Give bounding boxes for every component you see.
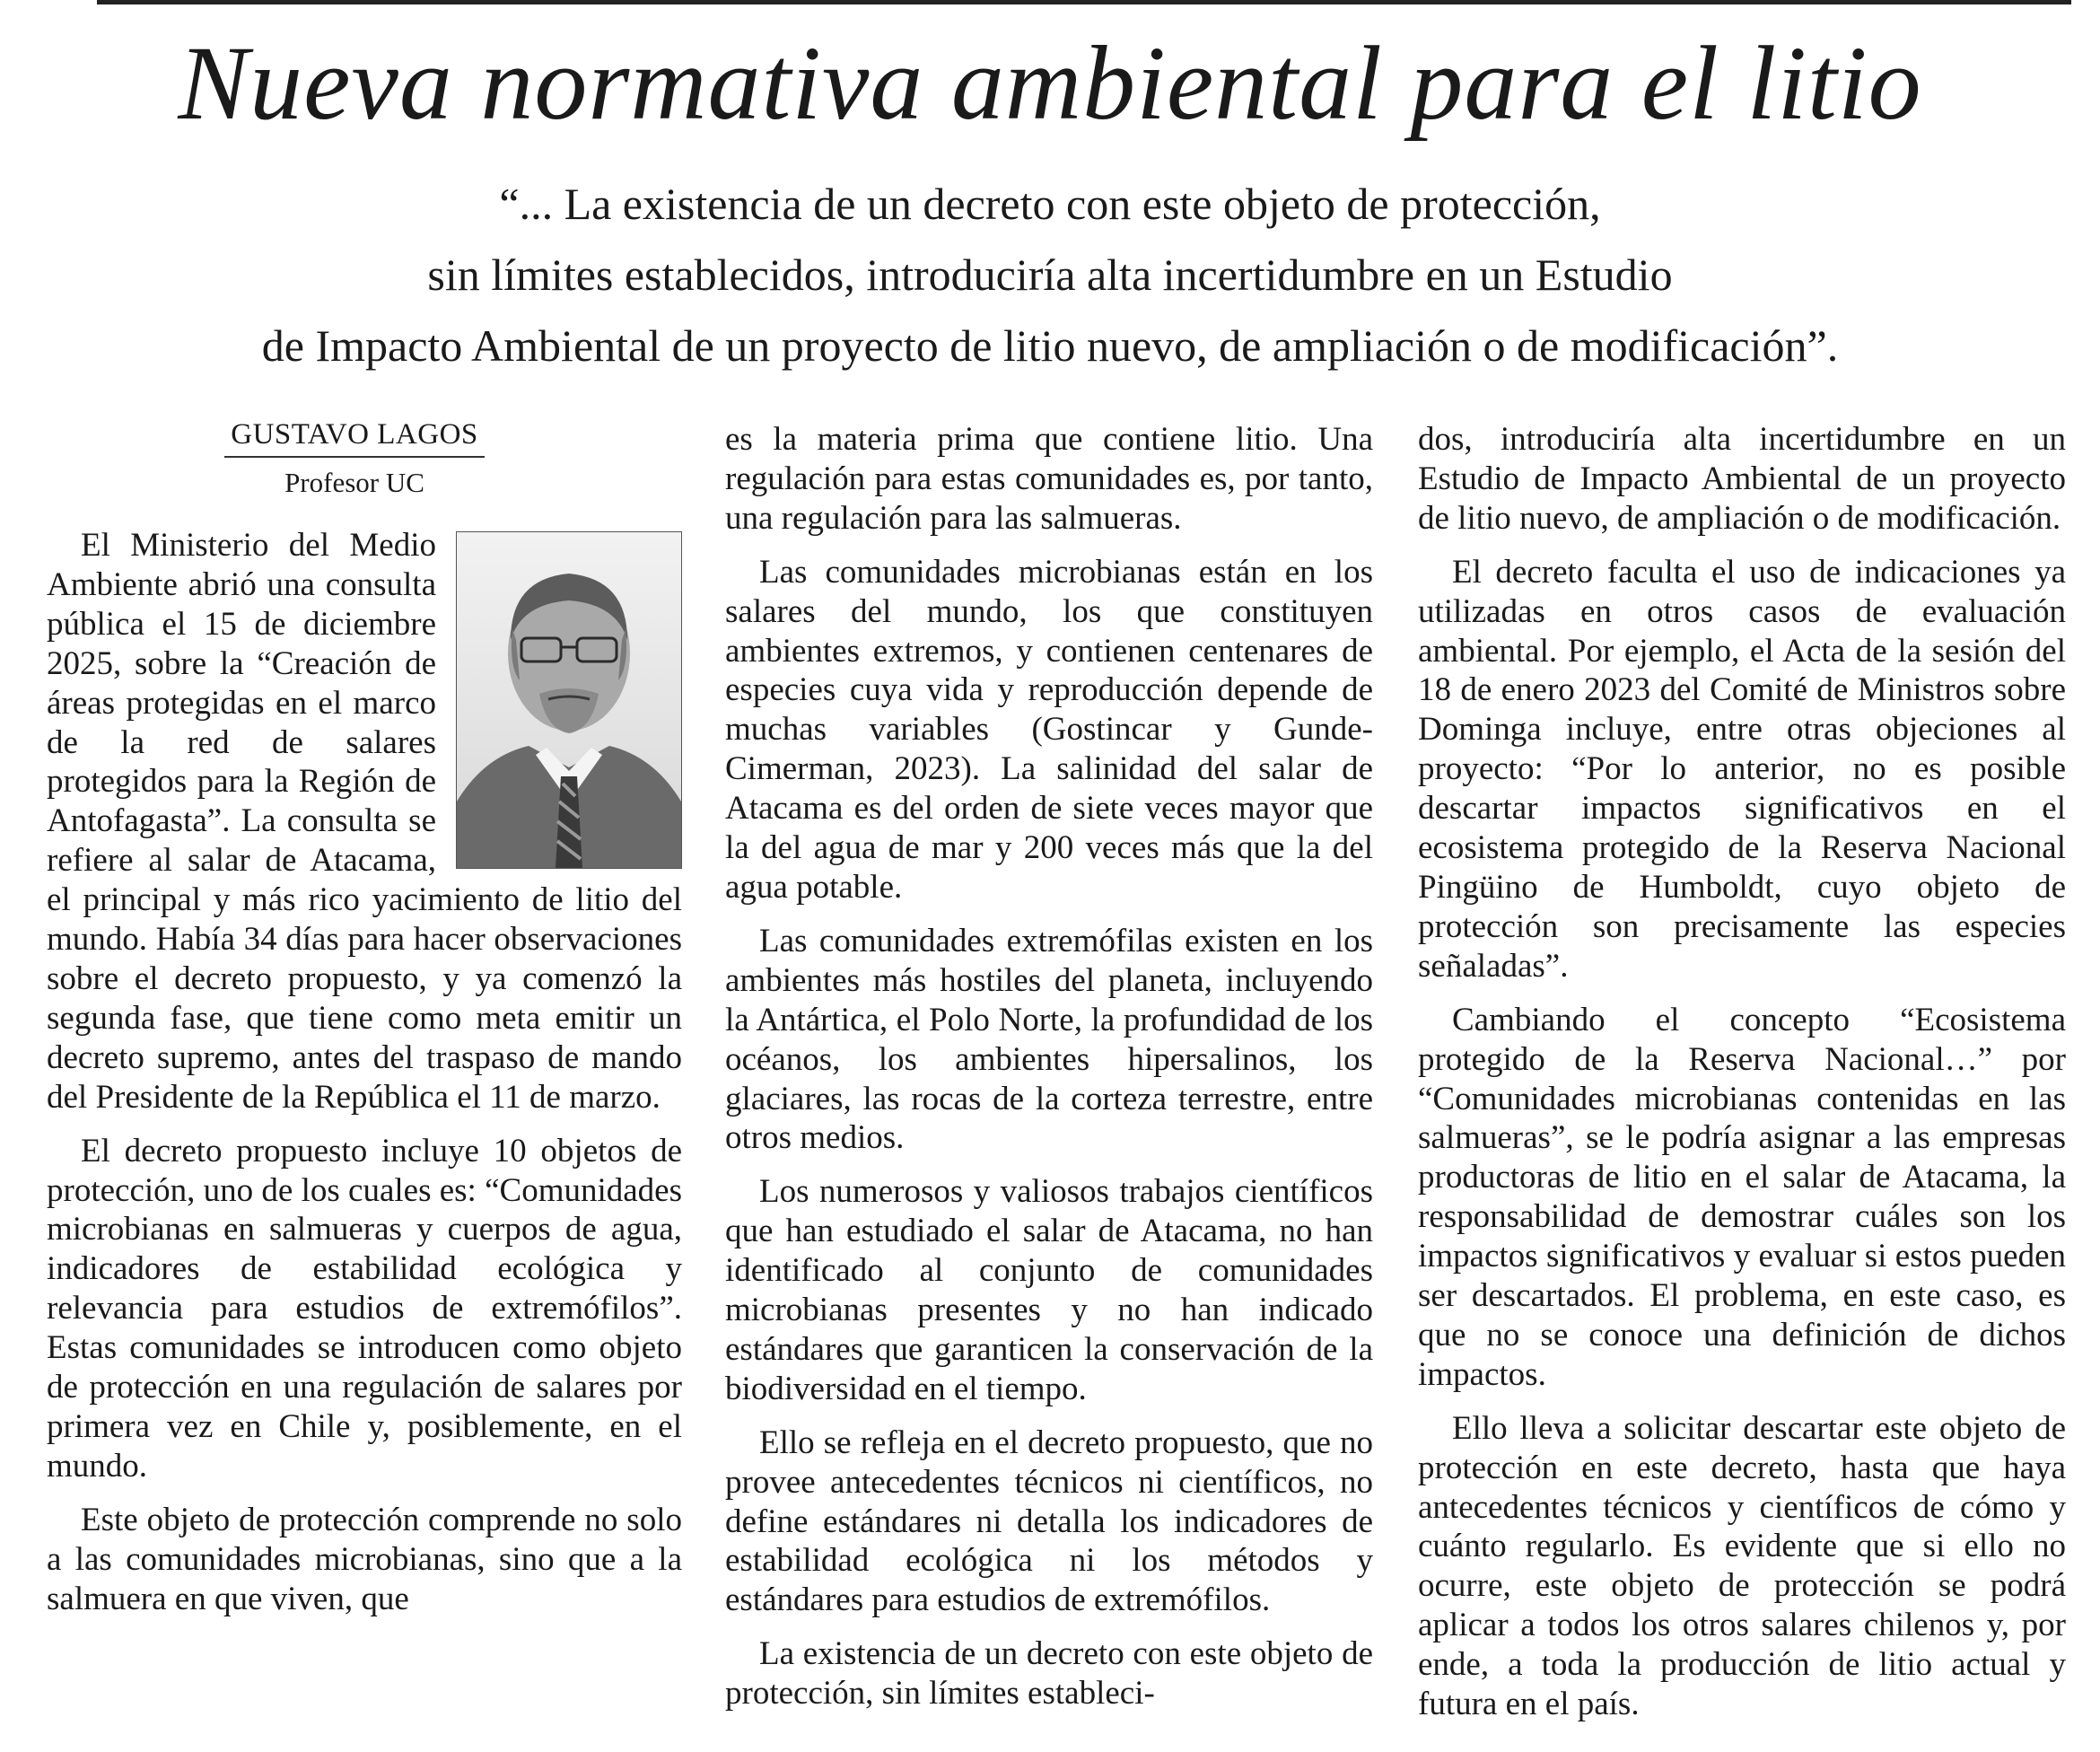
- paragraph: Ello lleva a solicitar descartar este objeto de protección en este decreto, hasta que haya antecedentes técnicos y científicos de cómo y cuánto regularlo. Es evidente que si ello no ocurre, este objeto de protección se podrá aplicar a todos los otros salares chilenos y, por ende, a toda la producción de litio actual y futura en el país.: [1418, 1409, 2066, 1723]
- author-portrait-image: [456, 531, 682, 869]
- paragraph: Cambiando el concepto “Ecosistema protegido de la Reserva Nacional…” por “Comunidades microbianas contenidas en las salmueras”, se le podría asignar a las empresas productoras de litio en el salar de Atacama, la responsabilidad de demostrar cuáles son los impactos significativos y evaluar si estos pueden ser descartados. El problema, en este caso, es que no se conoce una definición de dichos impactos.: [1418, 1001, 2066, 1393]
- portrait-icon: [457, 532, 681, 868]
- paragraph: Los numerosos y valiosos trabajos científicos que han estudiado el salar de Atacama, no han identificado al conjunto de comunidades microbianas presentes y no han indicado estándares que garanticen la conservación de la biodiversidad en el tiempo.: [725, 1173, 1373, 1407]
- paragraph: Las comunidades extremófilas existen en los ambientes más hostiles del planeta, incluyendo la Antártica, el Polo Norte, la profundidad de los océanos, los ambientes hipersalinos, los glaciares, las rocas de la corteza terrestre, entre otros medios.: [725, 922, 1373, 1157]
- paragraph: [47, 526, 682, 1117]
- top-rule: [97, 0, 2071, 4]
- author-role: Profesor UC: [284, 467, 424, 498]
- paragraph: Este objeto de protección comprende no solo a las comunidades microbianas, sino que a la salmuera en que viven, que: [47, 1501, 682, 1617]
- byline: [224, 415, 485, 508]
- article-column-1: [47, 415, 682, 1633]
- author-name: GUSTAVO LAGOS: [224, 415, 485, 458]
- paragraph: El decreto propuesto incluye 10 objetos de protección, uno de los cuales es: “Comunidades microbianas en salmueras y cuerpos de agua, indicadores de estabilidad ecológica y relevancia para estudios de extremófilos”. Estas comunidades se introducen como objeto de protección en una regulación de salares por primera vez en Chile y, posiblemente, en el mundo.: [47, 1132, 682, 1485]
- pull-quote-line: sin límites establecidos, introduciría alta incertidumbre en un Estudio: [427, 250, 1673, 300]
- paragraph-text: El Ministerio del Medio Ambiente abrió una consulta pública el 15 de diciembre 2025, sobre la “Creación de áreas protegidas en el marco de la red de salares protegidos para la Región de Antofagasta”. La consulta se refiere al salar de Atacama, el principal y más rico yacimiento de litio del mundo. Había 34 días para hacer observaciones sobre el decreto propuesto, y ya comenzó la segunda fase, que tiene como meta emitir un decreto supremo, antes del traspaso de mando del Presidente de la República el 11 de marzo.: [47, 527, 682, 1116]
- paragraph: El decreto faculta el uso de indicaciones ya utilizadas en otros casos de evaluación ambiental. Por ejemplo, el Acta de la sesión del 18 de enero 2023 del Comité de Ministros sobre Dominga incluye, entre otras objeciones al proyecto: “Por lo anterior, no es posible descartar impactos significativos en el ecosistema protegido de la Reserva Nacional Pingüino de Humboldt, cuyo objeto de protección son precisamente las especies señaladas”.: [1418, 553, 2066, 985]
- pull-quote-line: “... La existencia de un decreto con este objeto de protección,: [499, 179, 1601, 229]
- article-column-2: [725, 420, 1373, 1728]
- article-column-3: [1418, 420, 2066, 1739]
- paragraph: La existencia de un decreto con este objeto de protección, sin límites estableci-: [725, 1635, 1373, 1713]
- headline: Nueva normativa ambiental para el litio: [178, 24, 1922, 142]
- paragraph: Las comunidades microbianas están en los salares del mundo, los que constituyen ambientes extremos, y contienen centenares de especies cuya vida y reproducción depende de muchas variables (Gostincar y Gunde-Cimerman, 2023). La salinidad del salar de Atacama es del orden de siete veces mayor que la del agua de mar y 200 veces más que la del agua potable.: [725, 553, 1373, 906]
- pull-quote-line: de Impacto Ambiental de un proyecto de litio nuevo, de ampliación o de modificación”.: [261, 320, 1839, 371]
- pull-quote: [108, 169, 1992, 381]
- paragraph: es la materia prima que contiene litio. Una regulación para estas comunidades es, por tanto, una regulación para las salmueras.: [725, 421, 1373, 537]
- paragraph: Ello se refleja en el decreto propuesto, que no provee antecedentes técnicos ni científicos, no define estándares ni detalla los indicadores de estabilidad ecológica ni los métodos y estándares para estudios de extremófilos.: [725, 1424, 1373, 1619]
- paragraph: dos, introduciría alta incertidumbre en un Estudio de Impacto Ambiental de un proyecto de litio nuevo, de ampliación o de modificación.: [1418, 421, 2066, 537]
